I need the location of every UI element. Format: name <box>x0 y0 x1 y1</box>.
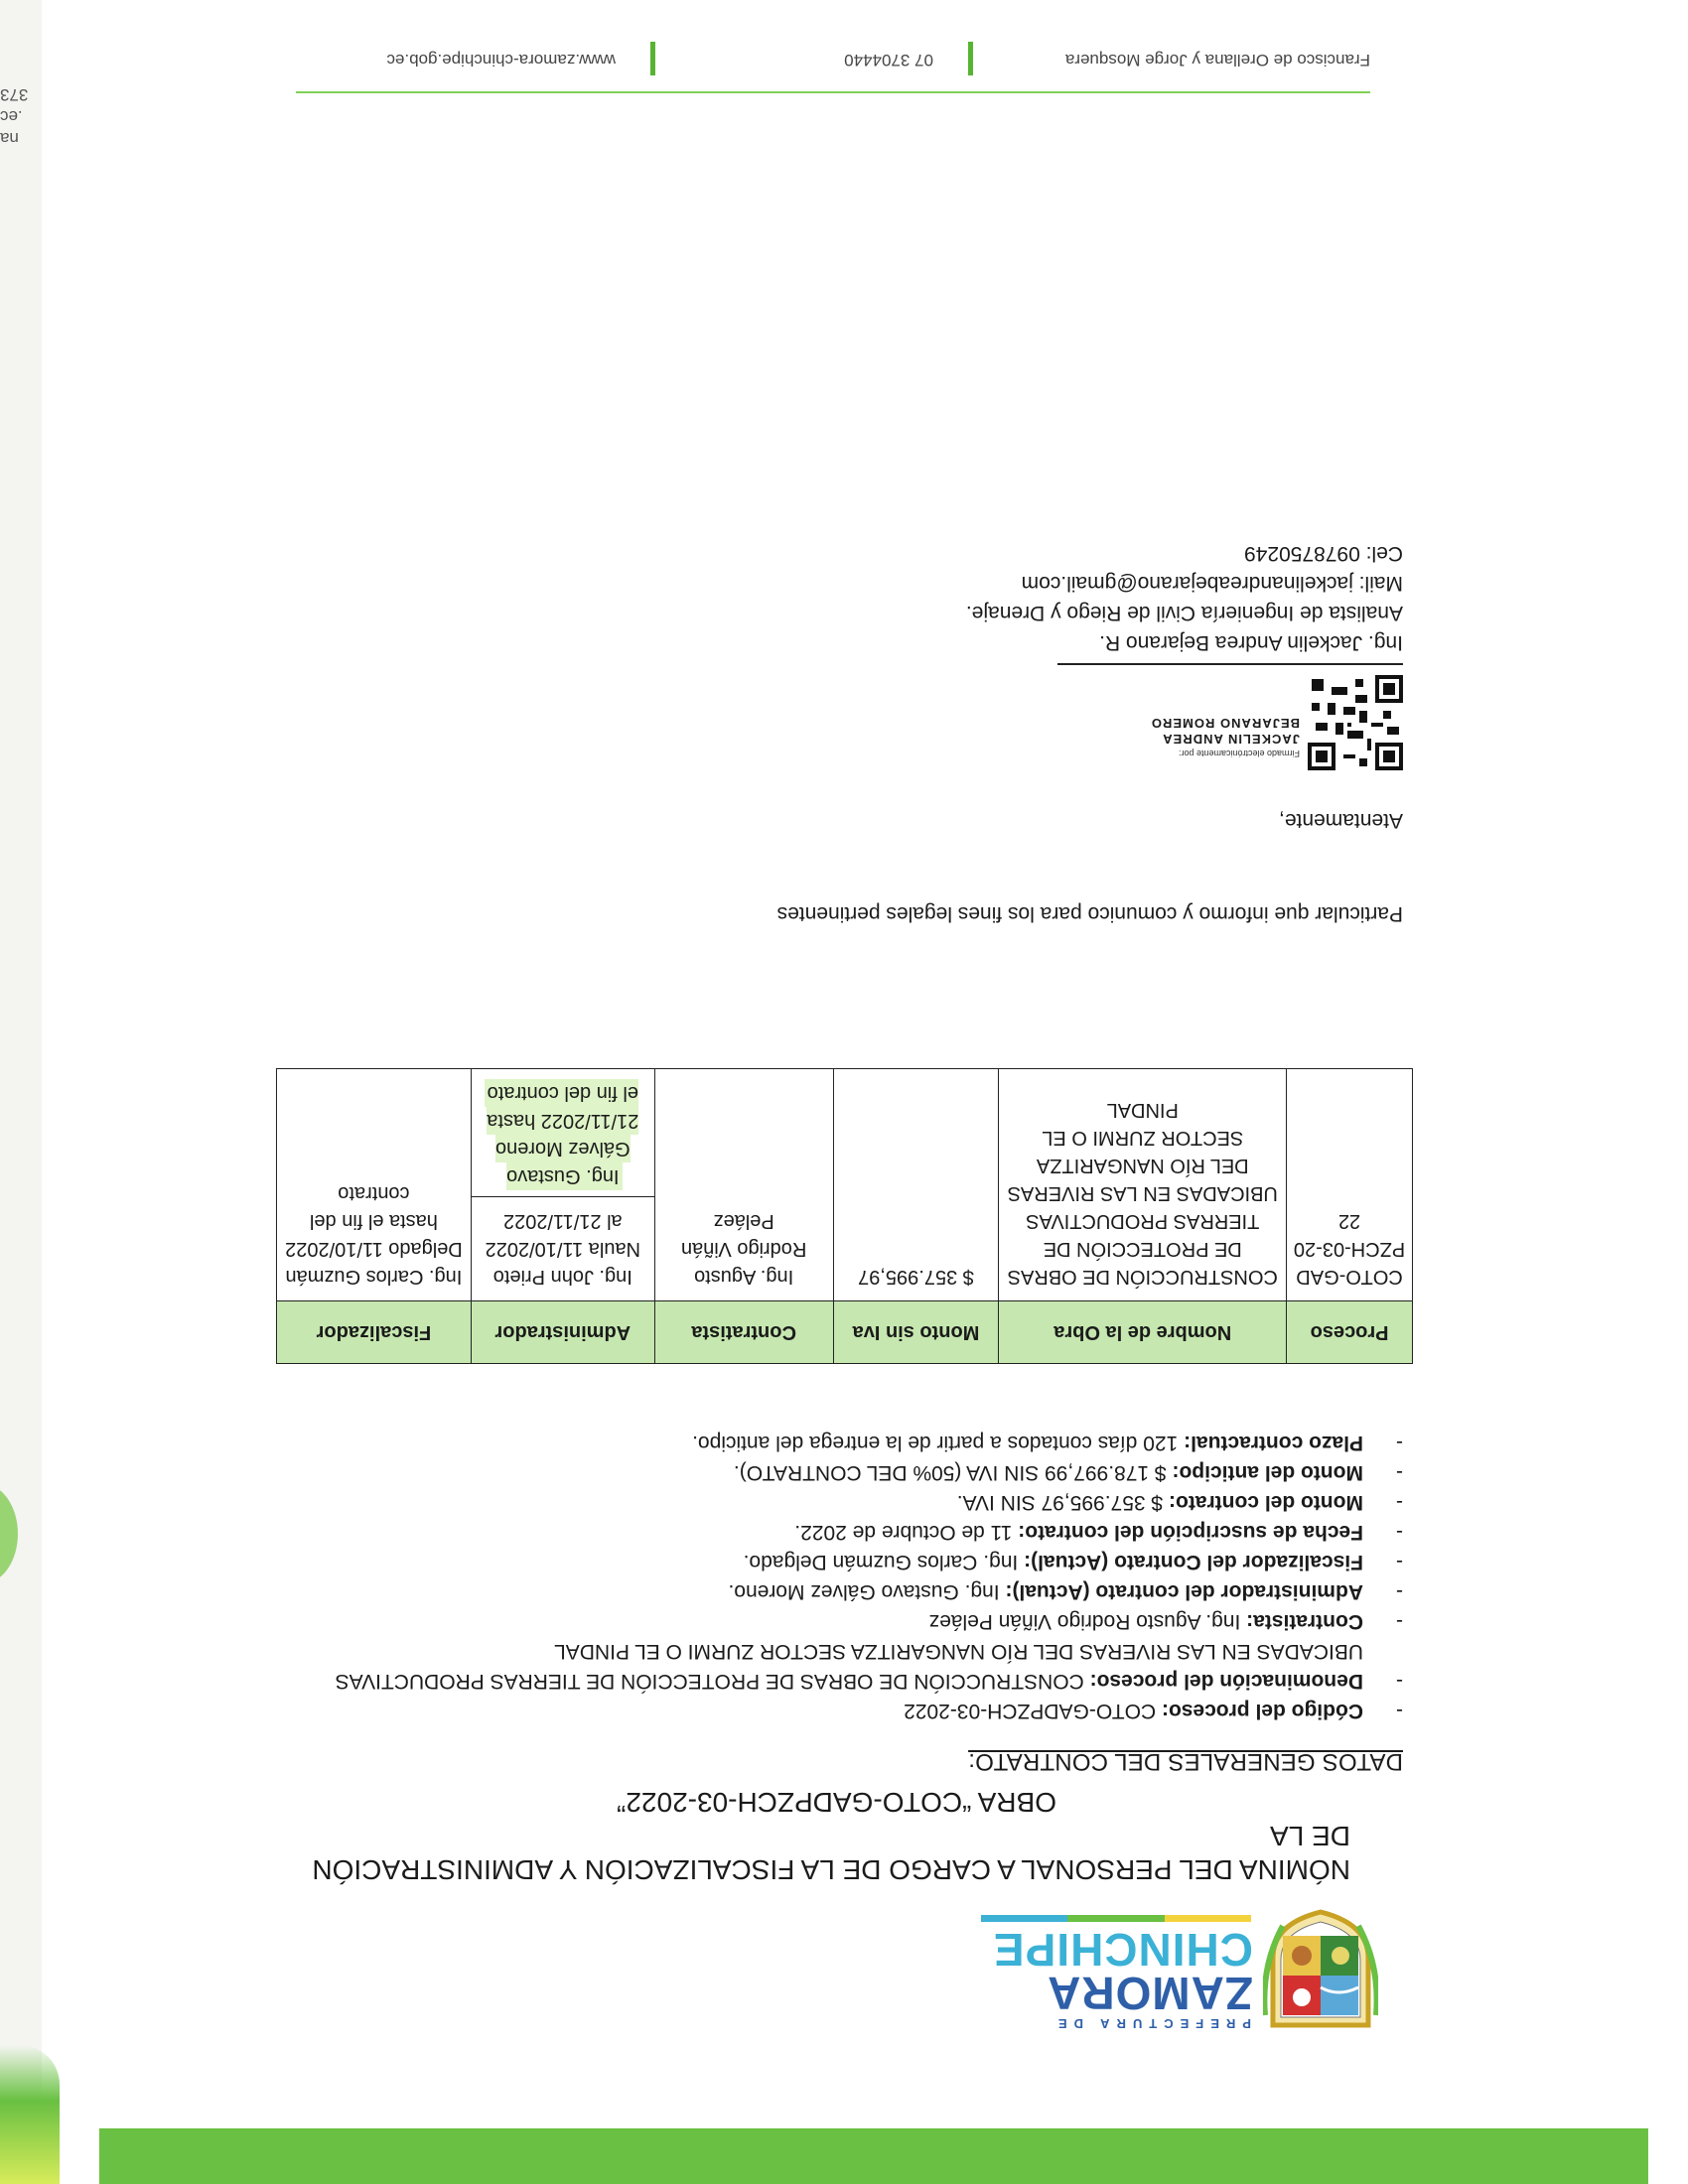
table-header-row <box>277 1301 1413 1364</box>
header-monto: Monto sin Iva <box>833 1301 999 1364</box>
header-proceso: Proceso <box>1287 1301 1413 1364</box>
signature-name-line-2: BEJARANO ROMERO <box>1150 716 1300 731</box>
administrador-period-2 <box>472 1079 654 1197</box>
header-fiscalizador: Fiscalizador <box>277 1301 472 1364</box>
scan-edge-strip <box>0 0 42 2184</box>
closing-sentence: Particular que informo y comunico para los fines legales pertinentes <box>776 902 1403 925</box>
item-value: $ 357.995,97 SIN IVA. <box>956 1491 1170 1514</box>
signer-info <box>966 538 1403 657</box>
footer-website: www.zamora-chinchipe.gob.ec <box>386 51 616 69</box>
signature-line <box>1057 664 1403 666</box>
item-value: CONSTRUCCIÓN DE OBRAS DE PROTECCIÓN DE TIERRAS PRODUCTIVAS UBICADAS EN LAS RIVERAS DEL RÍO NANGARITZA SECTOR ZURMI O EL PINDAL <box>335 1640 1363 1693</box>
item-label: Administrador del contrato (Actual): <box>1005 1580 1363 1603</box>
item-value: 11 de Octubre de 2022. <box>794 1521 1019 1544</box>
contract-data-list <box>301 1428 1403 1725</box>
header-administrador: Administrador <box>471 1301 654 1364</box>
signer-mail: Mail: jackelinandreabejarano@gmail.com <box>1021 572 1403 595</box>
item-label: Contratista: <box>1246 1610 1363 1633</box>
cell-monto: $ 357.995,97 <box>833 1069 999 1301</box>
item-label: Monto del contrato: <box>1169 1491 1363 1514</box>
corner-decoration <box>0 2045 60 2184</box>
cell-fiscalizador: Ing. Carlos Guzmán Delgado 11/10/2022 hasta el fin del contrato <box>277 1069 472 1301</box>
title-line-1: NÓMINA DEL PERSONAL A CARGO DE LA FISCALIZACIÓN Y ADMINISTRACIÓN DE LA <box>312 1821 1350 1885</box>
item-label: Código del proceso: <box>1161 1700 1363 1722</box>
prefectura-logo <box>961 1906 1378 2035</box>
logo-zamora-text: ZAMORA <box>1047 1968 1253 2019</box>
item-value: Ing. Agusto Rodrigo Viñán Peláez <box>928 1610 1247 1633</box>
footer <box>296 38 1370 77</box>
provincial-crest-icon <box>1263 1908 1378 2035</box>
electronic-signature <box>1046 651 1403 770</box>
cell-obra: CONSTRUCCIÓN DE OBRAS DE PROTECCIÓN DE TIERRAS PRODUCTIVAS UBICADAS EN LAS RIVERAS DEL RÍO NANGARITZA SECTOR ZURMI O EL PINDAL <box>999 1069 1287 1301</box>
header-green-bar <box>99 2128 1648 2184</box>
logo-prefectura-text: PREFECTURA DE <box>1051 2016 1251 2031</box>
cell-proceso: COTO-GADPZCH-03-2022 <box>1287 1069 1413 1301</box>
item-label: Monto del anticipo: <box>1172 1461 1363 1484</box>
item-value: $ 178.997,99 SIN IVA (50% DEL CONTRATO). <box>733 1461 1173 1484</box>
list-item-anticipo <box>301 1457 1403 1487</box>
signer-role: Analista de Ingeniería Civil de Riego y Drenaje. <box>965 602 1403 624</box>
footer-divider <box>296 91 1370 93</box>
list-item-administrador <box>301 1576 1403 1606</box>
footer-phone: 07 3704440 <box>844 51 933 69</box>
item-label: Fiscalizador del Contrato (Actual): <box>1024 1551 1363 1573</box>
cell-contratista: Ing. Agusto Rodrigo Viñán Peláez <box>654 1069 833 1301</box>
page-edge-text: na .ec 373 <box>0 85 29 148</box>
list-item-contratista <box>301 1606 1403 1636</box>
signer-name: Ing. Jackelin Andrea Bejarano R. <box>1099 631 1403 654</box>
signer-cel: Cel: 0978750249 <box>1244 542 1403 565</box>
administrador-period-1: Ing. John Prieto Naula 11/10/2022 al 21/11/2022 <box>485 1210 641 1288</box>
item-value: Ing. Carlos Guzmán Delgado. <box>743 1551 1025 1573</box>
list-item-fiscalizador <box>301 1547 1403 1576</box>
personnel-table <box>276 1068 1413 1364</box>
cell-administrador <box>471 1069 654 1301</box>
list-item-codigo <box>301 1696 1403 1725</box>
item-label: Plazo contractual: <box>1184 1432 1363 1454</box>
list-item-plazo <box>301 1428 1403 1457</box>
item-label: Denominación del proceso: <box>1089 1670 1363 1693</box>
item-value: COTO-GADPZCH-03-2022 <box>904 1700 1162 1722</box>
footer-separator <box>968 42 973 75</box>
footer-separator <box>650 42 655 75</box>
signature-name-line-1: JACKELIN ANDREA <box>1162 732 1300 747</box>
table-row <box>277 1069 1413 1301</box>
logo-color-stripe <box>981 1915 1251 1922</box>
item-value: Ing. Gustavo Gálvez Moreno. <box>728 1580 1006 1603</box>
header-contratista: Contratista <box>654 1301 833 1364</box>
title-line-2: OBRA “COTO-GADPZCH-03-2022” <box>617 1787 1056 1818</box>
list-item-monto <box>301 1487 1403 1517</box>
salutation: Atentamente, <box>1279 809 1403 832</box>
item-value: 120 días contados a partir de la entrega del anticipo. <box>692 1432 1185 1454</box>
footer-address: Francisco de Orellana y Jorge Mosquera <box>1064 51 1370 69</box>
item-label: Fecha de suscripción del contrato: <box>1018 1521 1363 1544</box>
logo-chinchipe-text: CHINCHIPE <box>992 1924 1253 1976</box>
signature-caption: Firmado electrónicamente por: <box>1178 749 1300 758</box>
qr-code-icon <box>1308 675 1403 770</box>
header-obra: Nombre de la Obra <box>999 1301 1287 1364</box>
list-item-denominacion <box>301 1636 1403 1696</box>
document-title <box>298 1785 1350 1886</box>
list-item-fecha <box>301 1517 1403 1547</box>
highlighted-text: Ing. Gustavo Gálvez Moreno 21/11/2022 hasta el fin del contrato <box>487 1082 639 1187</box>
section-heading: DATOS GENERALES DEL CONTRATO: <box>968 1748 1403 1775</box>
